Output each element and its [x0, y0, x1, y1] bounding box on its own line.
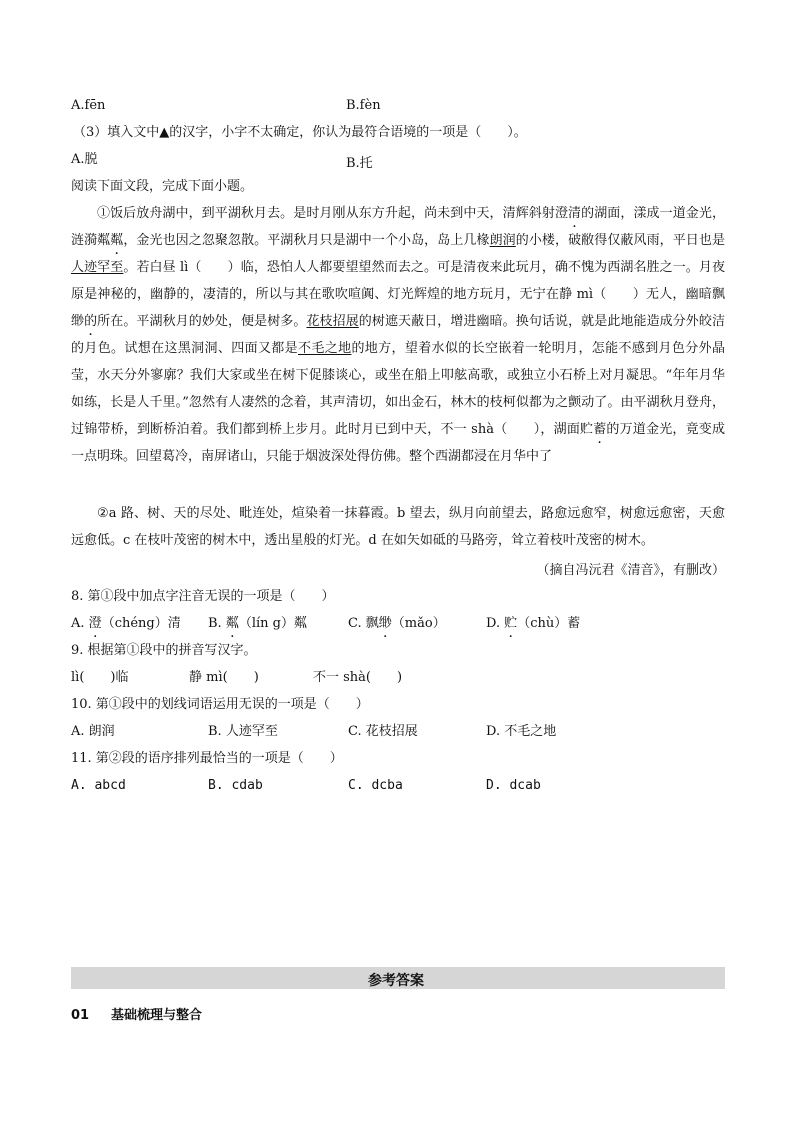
q11-option-b: B. cdab	[208, 778, 263, 793]
q11-option-a: A. abcd	[71, 778, 126, 793]
passage-source: （摘自冯沅君《清音》，有删改）	[536, 563, 725, 578]
passage-paragraph-2: ②a 路、树、天的尽处、毗连处，煊染着一抹暮霞。b 望去，纵月向前望去，路愈远愈窄，树愈远愈密，天愈远愈低。c 在枝叶茂密的树木中，透出星般的灯光。d 在如矢如砥的马路旁，耸立着枝叶茂密的树木。	[71, 506, 725, 548]
dotted-char-cheng: 澄	[554, 206, 569, 221]
q10-option-d: D. 不毛之地	[486, 724, 557, 739]
reading-intro: 阅读下面文段，完成下面小题。	[71, 179, 254, 194]
q8-option-d: D. 贮（chù）蓄	[486, 616, 581, 631]
q8-option-c: C. 飘缈（mǎo）	[348, 616, 446, 631]
q9-blank-sha: 不一 shà( )	[313, 670, 403, 685]
underlined-renjihanzhi: 人迹罕至	[71, 260, 124, 275]
q10-stem: 10. 第①段中的划线词语运用无误的一项是（ ）	[71, 697, 369, 712]
answer-key-title: 参考答案	[368, 973, 424, 989]
underlined-langrun: 朗润	[489, 233, 516, 248]
passage-paragraph-1: ①饭后放舟湖中，到平湖秋月去。是时月刚从东方升起，尚未到中天，清辉斜射澄清的湖面，漾成一道金光，涟漪粼粼，金光也因之忽聚忽散。平湖秋月只是湖中一个小岛，岛上几椽朗润的小楼，破敝得仅蔽风雨，平日也是人迹罕至。若白昼 lì（ ）临，恐怕人人都要望望然而去之。可是清夜来此玩月，确不愧为西湖名胜之一。月夜原是神秘的，幽静的，凄清的，所以与其在歌吹喧阗、灯光辉煌的地方玩月，无宁在静 mì（ ）无人，幽暗飘缈的所在。平湖秋月的妙处，便是树多。花枝招展的树遮天蔽日，增进幽暗。换句话说，就是此地能造成分外皎洁的月色。试想在这黑洞洞、四面又都是不毛之地的地方，望着水似的长空嵌着一轮明月，怎能不感到月色分外晶莹，水天分外寥廓？我们大家或坐在树下促膝谈心，或坐在船上叩舷高歌，或独立小石桥上对月凝思。“年年月华如练，长是人千里。”忽然有人凄然的念着，其声清切，如出金石，林木的枝柯似都为之颤动了。由平湖秋月登舟，过锦带桥，到断桥泊着。我们都到桥上步月。此时月已到中天，不一 shà（ ），湖面贮蓄的万道金光，竟变成一点明珠。回望葛冷，南屏诸山，只能于烟波深处得仿佛。整个西湖都浸在月华中了	[71, 206, 725, 464]
q11-option-d: D. dcab	[486, 778, 541, 793]
q8-stem: 8. 第①段中加点字注音无误的一项是（ ）	[71, 589, 335, 604]
q7-3-option-a: A.脱	[71, 152, 98, 167]
q7-3-stem: （3）填入文中▲的汉字，小字不太确定，你认为最符合语境的一项是（ ）。	[73, 125, 527, 140]
dotted-char-miao: 缈	[71, 314, 85, 329]
answer-key-bar	[71, 967, 725, 989]
section-number: 01	[71, 1008, 90, 1023]
section-title: 基础梳理与整合	[111, 1008, 203, 1023]
dotted-char-lin: 粼	[97, 233, 111, 248]
underlined-huazhizhaozhan: 花枝招展	[306, 314, 359, 329]
q7-3-option-b: B.托	[346, 156, 373, 171]
q10-option-c: C. 花枝招展	[348, 724, 418, 739]
q7-option-a: A.fēn	[71, 98, 106, 113]
q8-option-b: B. 粼（lín g）粼	[208, 616, 307, 631]
q10-option-b: B. 人迹罕至	[208, 724, 278, 739]
q7-option-b: B.fèn	[346, 98, 381, 113]
q10-option-a: A. 朗润	[71, 724, 115, 739]
q8-option-a: A. 澄（chéng）清	[71, 616, 181, 631]
section-heading	[71, 1004, 202, 1023]
q9-blank-mi: 静 mì( )	[189, 670, 259, 685]
underlined-bumaozhidi: 不毛之地	[298, 341, 352, 356]
q9-stem: 9. 根据第①段中的拼音写汉字。	[71, 643, 257, 658]
q11-stem: 11. 第②段的语序排列最恰当的一项是（ ）	[71, 751, 343, 766]
q9-blank-li: lì( )临	[71, 670, 129, 685]
q11-option-c: C. dcba	[348, 778, 403, 793]
dotted-char-zhu: 贮	[580, 422, 594, 437]
